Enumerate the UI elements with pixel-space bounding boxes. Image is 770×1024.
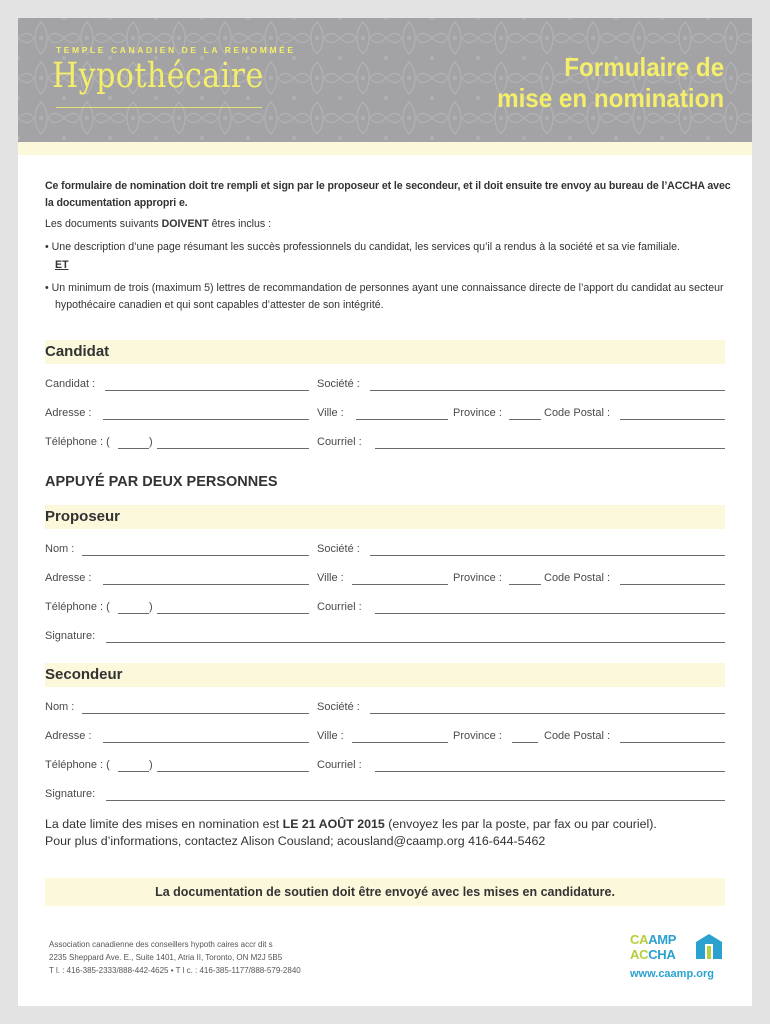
province-label: Province :: [453, 572, 502, 584]
secondeur-row-3: [45, 759, 725, 775]
secondeur-courriel-field[interactable]: [375, 771, 725, 772]
deadline-suffix: (envoyez les par la poste, par fax ou par couriel).: [384, 817, 657, 831]
secondeur-ville-field[interactable]: [352, 742, 448, 743]
proposeur-telephone-field[interactable]: [157, 613, 309, 614]
societe-label: Société :: [317, 701, 360, 713]
form-title: [497, 52, 724, 114]
candidat-row-3: [45, 436, 725, 452]
adresse-label: Adresse :: [45, 407, 92, 419]
secondeur-row-1: [45, 701, 725, 717]
required-docs-text: [45, 216, 735, 233]
brand-title: Hypothécaire: [52, 56, 264, 96]
brand-underline: [56, 107, 262, 108]
candidat-societe-field[interactable]: [370, 390, 725, 391]
contact-line: Pour plus d’informations, contactez Alison Cousland; acousland@caamp.org 416-644-5462: [45, 834, 546, 848]
proposeur-courriel-field[interactable]: [375, 613, 725, 614]
candidat-province-field[interactable]: [509, 419, 541, 420]
proposeur-signature-field[interactable]: [106, 642, 725, 643]
ville-label: Ville :: [317, 730, 344, 742]
proposeur-ville-field[interactable]: [352, 584, 448, 585]
section-proposeur: Proposeur: [45, 505, 725, 529]
paren-close: ): [149, 601, 153, 613]
ville-label: Ville :: [317, 407, 344, 419]
deadline-block: [45, 816, 735, 850]
ville-label: Ville :: [317, 572, 344, 584]
code-postal-label: Code Postal :: [544, 572, 611, 584]
telephone-label: Téléphone : (: [45, 601, 110, 613]
footer-url[interactable]: www.caamp.org: [630, 968, 714, 980]
adresse-label: Adresse :: [45, 730, 92, 742]
secondeur-telephone-field[interactable]: [157, 771, 309, 772]
proposeur-province-field[interactable]: [509, 584, 541, 585]
logo-cha: CHA: [648, 947, 676, 962]
province-label: Province :: [453, 407, 502, 419]
header-banner: [18, 18, 752, 142]
proposeur-row-4: [45, 630, 725, 646]
code-postal-label: Code Postal :: [544, 407, 611, 419]
proposeur-row-2: [45, 572, 725, 588]
logo-line1: [630, 933, 676, 946]
signature-label: Signature:: [45, 788, 96, 800]
proposeur-row-3: [45, 601, 725, 617]
section-candidat: Candidat: [45, 340, 725, 364]
telephone-label: Téléphone : (: [45, 759, 110, 771]
secondeur-societe-field[interactable]: [370, 713, 725, 714]
deadline-date: LE 21 AOÛT 2015: [282, 817, 385, 831]
caamp-logo: [630, 930, 726, 986]
nom-label: Nom :: [45, 543, 75, 555]
candidat-name-field[interactable]: [105, 390, 309, 391]
societe-label: Société :: [317, 378, 360, 390]
signature-label: Signature:: [45, 630, 96, 642]
candidat-ville-field[interactable]: [356, 419, 448, 420]
secondeur-signature-field[interactable]: [106, 800, 725, 801]
proposeur-adresse-field[interactable]: [103, 584, 309, 585]
form-title-line2: mise en nomination: [496, 83, 724, 113]
secondeur-adresse-field[interactable]: [103, 742, 309, 743]
secondeur-province-field[interactable]: [512, 742, 538, 743]
org-line: TEMPLE CANADIEN DE LA RENOMMÉE: [56, 45, 296, 55]
secondeur-row-4: [45, 788, 725, 804]
paren-close: ): [149, 759, 153, 771]
candidat-row-1: [45, 378, 725, 394]
candidat-area-code-field[interactable]: [118, 448, 149, 449]
secondeur-row-2: [45, 730, 725, 746]
et-text: ET: [55, 259, 69, 271]
telephone-label: Téléphone : (: [45, 436, 110, 448]
proposeur-row-1: [45, 543, 725, 559]
header-strip: [18, 142, 752, 155]
instruction-text: Ce formulaire de nomination doit tre rempli et sign par le proposeur et le secondeur, et il doit ensuite tre envoy au bureau de l’ACCHA avec la documentation appropri e.: [45, 180, 731, 209]
logo-amp: AMP: [648, 932, 677, 947]
section-secondeur: Secondeur: [45, 663, 725, 687]
proposeur-code-postal-field[interactable]: [620, 584, 725, 585]
bullet-description: • Une description d’une page résumant les succès professionnels du candidat, les services qu’il a rendus à la société et sa vie familiale.: [45, 241, 680, 253]
footer-phones: T l. : 416-385-2333/888-442-4625 • T l c. : 416-385-1177/888-579-2840: [49, 966, 301, 975]
required-prefix: Les documents suivants: [45, 218, 162, 230]
footer-street: 2235 Sheppard Ave. E., Suite 1401, Atria II, Toronto, ON M2J 5B5: [49, 953, 283, 962]
proposeur-nom-field[interactable]: [82, 555, 309, 556]
form-page: [18, 18, 752, 1006]
proposeur-societe-field[interactable]: [370, 555, 725, 556]
proposeur-area-code-field[interactable]: [118, 613, 149, 614]
nom-label: Nom :: [45, 701, 75, 713]
candidat-row-2: [45, 407, 725, 423]
code-postal-label: Code Postal :: [544, 730, 611, 742]
required-suffix: êtres inclus :: [208, 218, 272, 230]
logo-ca: CA: [630, 932, 649, 947]
form-title-line1: Formulaire de: [564, 52, 724, 82]
societe-label: Société :: [317, 543, 360, 555]
candidat-courriel-field[interactable]: [375, 448, 725, 449]
deadline-line: [45, 816, 735, 833]
secondeur-area-code-field[interactable]: [118, 771, 149, 772]
candidat-code-postal-field[interactable]: [620, 419, 725, 420]
appuye-heading: APPUYÉ PAR DEUX PERSONNES: [45, 474, 278, 490]
logo-line2: [630, 948, 675, 961]
province-label: Province :: [453, 730, 502, 742]
paren-close: ): [149, 436, 153, 448]
deadline-prefix: La date limite des mises en nomination est: [45, 817, 283, 831]
adresse-label: Adresse :: [45, 572, 92, 584]
candidat-adresse-field[interactable]: [103, 419, 309, 420]
footer-org: Association canadienne des conseillers hypoth caires accr dit s: [49, 940, 273, 949]
bullet-letters: • Un minimum de trois (maximum 5) lettres de recommandation de personnes ayant une connaissance directe de l’apport du candidat au secteur hypothécaire canadien et qui sont capables d’attester de son intégrité.: [45, 282, 724, 311]
secondeur-code-postal-field[interactable]: [620, 742, 725, 743]
courriel-label: Courriel :: [317, 759, 362, 771]
support-note: La documentation de soutien doit être envoyé avec les mises en candidature.: [45, 878, 725, 906]
footer-address: [49, 938, 301, 977]
required-strong: DOIVENT: [161, 218, 209, 230]
intro-block: [45, 178, 735, 314]
candidat-label: Candidat :: [45, 378, 96, 390]
courriel-label: Courriel :: [317, 601, 362, 613]
courriel-label: Courriel :: [317, 436, 362, 448]
candidat-telephone-field[interactable]: [157, 448, 309, 449]
logo-ac: AC: [630, 947, 649, 962]
house-icon: [694, 932, 724, 960]
secondeur-nom-field[interactable]: [82, 713, 309, 714]
